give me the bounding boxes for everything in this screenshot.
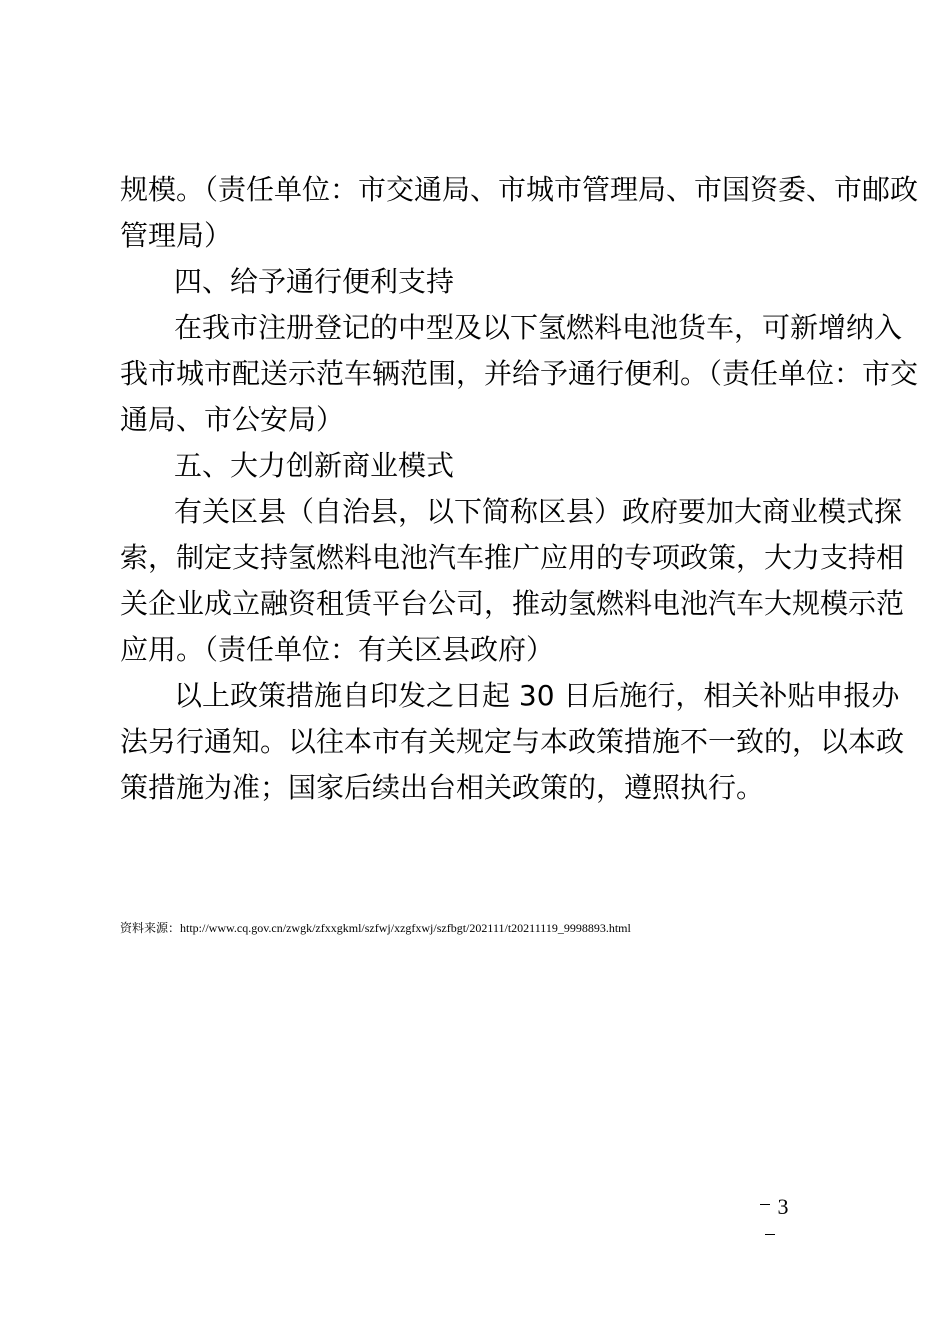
section-heading: 四、给予通行便利支持 [174,265,455,298]
source-note: 资料来源：http://www.cq.gov.cn/zwgk/zfxxgkml/szfwj/xzgfxwj/szfbgt/202111/t20211119_9998893.html [120,921,631,935]
section-heading: 五、大力创新商业模式 [174,449,455,482]
page-number-dash-left [760,1204,770,1205]
body-text-line: 策措施为准；国家后续出台相关政策的，遵照执行。 [120,771,765,804]
body-text-line: 法另行通知。以往本市有关规定与本政策措施不一致的，以本政 [120,725,905,758]
body-text-line: 索，制定支持氢燃料电池汽车推广应用的专项政策，大力支持相 [120,541,905,574]
body-text-line: 在我市注册登记的中型及以下氢燃料电池货车，可新增纳入 [174,311,903,344]
page-number-dash-right [765,1234,775,1235]
page-number-value: 3 [777,1194,789,1219]
body-text-line: 管理局） [120,219,233,252]
body-text-line: 我市城市配送示范车辆范围，并给予通行便利。（责任单位：市交 [120,357,919,390]
body-text-line: 应用。（责任单位：有关区县政府） [120,633,555,666]
body-text-line: 通局、市公安局） [120,403,345,436]
body-text-line: 关企业成立融资租赁平台公司，推动氢燃料电池汽车大规模示范 [120,587,905,620]
body-text-line: 有关区县（自治县，以下简称区县）政府要加大商业模式探 [174,495,903,528]
body-text-line: 规模。（责任单位：市交通局、市城市管理局、市国资委、市邮政 [120,173,919,206]
page-number [740,1192,800,1252]
body-text-line: 以上政策措施自印发之日起 30 日后施行，相关补贴申报办 [174,679,900,712]
